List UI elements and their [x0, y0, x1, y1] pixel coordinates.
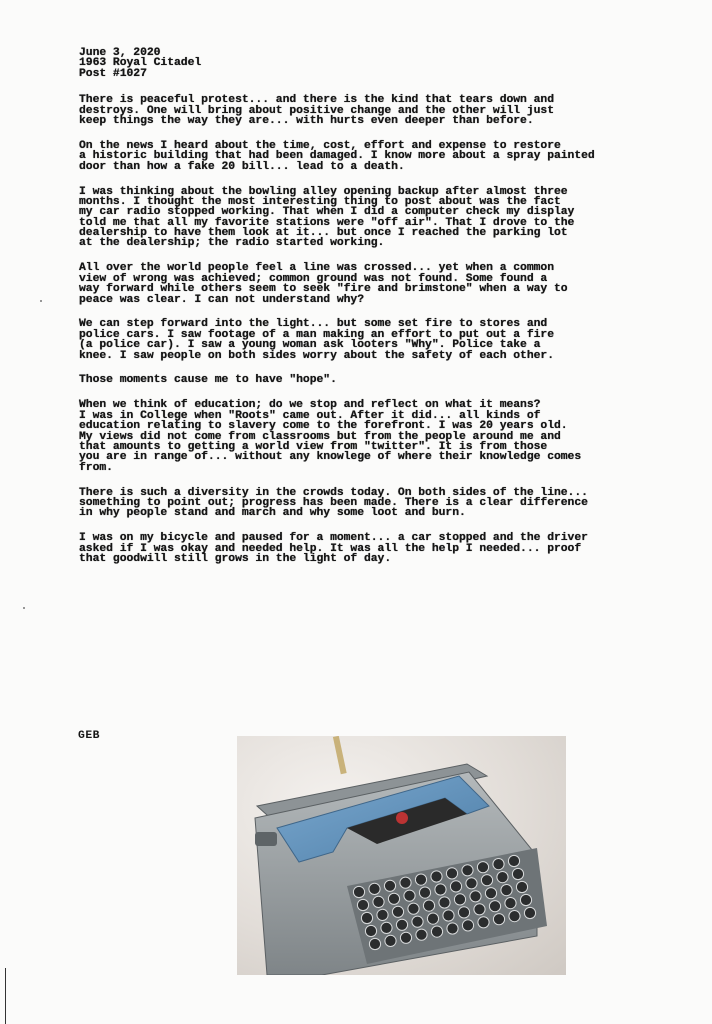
paper-speck — [40, 300, 42, 302]
paragraph-line: months. I thought the most interesting thing to post about was the fact — [79, 195, 561, 208]
typewriter-photo — [237, 736, 566, 975]
paragraph-line: Those moments cause me to have "hope". — [79, 374, 337, 387]
paper-speck — [23, 607, 25, 609]
typewriter-key — [485, 888, 496, 899]
typewriter-key — [369, 938, 380, 949]
typewriter-key — [357, 899, 368, 910]
paragraph-line: my car radio stopped working. That when I did a computer check my display — [79, 206, 575, 219]
paragraph-line: keep things the way they are... with hurts even deeper than before. — [79, 114, 534, 127]
typewriter-key — [373, 896, 384, 907]
typewriter-key — [450, 881, 461, 892]
paragraph-line: I was on my bicycle and paused for a moment... a car stopped and the driver — [79, 532, 588, 545]
paragraph-line: view of wrong was achieved; common ground was not found. Some found a — [79, 272, 548, 285]
paragraph-line: asked if I was okay and needed help. It was all the help I needed... proof — [79, 542, 582, 555]
paragraph-line: told me that all my favorite stations were "off air". That I drove to the — [79, 216, 575, 229]
paragraph-line: We can step forward into the light... but some set fire to stores and — [79, 318, 548, 331]
typewriter-key — [478, 917, 489, 928]
typewriter-key — [520, 894, 531, 905]
typewriter-key — [505, 898, 516, 909]
paragraph-line: I was in College when "Roots" came out. After it did... all kinds of — [79, 409, 541, 422]
paragraph-line: destroys. One will bring about positive change and the other will just — [79, 104, 554, 117]
paragraph-6 — [79, 375, 679, 385]
letter-body — [79, 48, 679, 579]
paragraph-line: at the dealership; the radio started working. — [79, 237, 385, 250]
typewriter-key — [447, 923, 458, 934]
typewriter-key — [427, 913, 438, 924]
post-number: Post #1027 — [79, 67, 147, 80]
typewriter-key — [396, 919, 407, 930]
typewriter-key — [381, 922, 392, 933]
paragraph-line: My views did not come from classrooms but from the people around me and — [79, 430, 561, 443]
typewriter-key — [388, 893, 399, 904]
typewriter-key — [416, 929, 427, 940]
typewriter-key — [365, 925, 376, 936]
typewriter-key — [512, 868, 523, 879]
typewriter-key — [493, 914, 504, 925]
signature: GEB — [78, 730, 101, 742]
typewriter-key — [497, 872, 508, 883]
paragraph-1 — [79, 95, 679, 126]
letter-header — [79, 48, 679, 79]
paragraph-line: All over the world people feel a line was crossed... yet when a common — [79, 262, 554, 275]
typewriter-key — [431, 926, 442, 937]
paragraph-line: peace was clear. I can not understand why? — [79, 293, 364, 306]
typewriter-key — [439, 897, 450, 908]
margin-mark — [5, 968, 6, 1024]
typewriter-key — [508, 855, 519, 866]
paragraph-line: There is peaceful protest... and there is the kind that tears down and — [79, 94, 554, 107]
paragraph-line: that amounts to getting a world view from "twitter". It is from those — [79, 440, 548, 453]
typewriter-key — [423, 900, 434, 911]
typewriter-key — [470, 891, 481, 902]
paragraph-line: from. — [79, 461, 113, 474]
paragraph-line: On the news I heard about the time, cost, effort and expense to restore — [79, 139, 561, 152]
typewriter-key — [408, 903, 419, 914]
paragraph-5 — [79, 319, 679, 361]
typewriter-key — [443, 910, 454, 921]
typewriter-key — [431, 871, 442, 882]
typewriter-key — [369, 883, 380, 894]
paragraph-7 — [79, 400, 679, 473]
typewriter-key — [361, 912, 372, 923]
typewriter-key — [462, 920, 473, 931]
typewriter-key — [462, 865, 473, 876]
paragraph-line: There is such a diversity in the crowds today. On both sides of the line... — [79, 486, 588, 499]
typewriter-key — [489, 901, 500, 912]
typewriter-key — [419, 887, 430, 898]
typewriter-key — [435, 884, 446, 895]
paragraph-line: that goodwill still grows in the light of day. — [79, 553, 392, 566]
typewriter-key — [474, 904, 485, 915]
typewriter-key — [458, 907, 469, 918]
paragraph-line: When we think of education; do we stop and reflect on what it means? — [79, 399, 541, 412]
typewriter-key — [377, 909, 388, 920]
typewriter-key — [400, 877, 411, 888]
typewriter-key — [412, 916, 423, 927]
typewriter-key — [353, 886, 364, 897]
paragraph-line: in why people stand and march and why some loot and burn. — [79, 507, 466, 520]
typewriter-key — [385, 935, 396, 946]
typewriter-key — [404, 890, 415, 901]
paragraph-line: something to point out; progress has been made. There is a clear difference — [79, 497, 588, 509]
typewriter-key — [524, 907, 535, 918]
typewriter-key — [384, 880, 395, 891]
typewriter-key — [477, 862, 488, 873]
letter-paragraphs — [79, 95, 679, 564]
paragraph-4 — [79, 263, 679, 305]
paragraph-line: education relating to slavery come to the forefront. I was 20 years old. — [79, 420, 568, 433]
typewriter-key — [481, 875, 492, 886]
paragraph-8 — [79, 488, 679, 519]
typewriter-key — [493, 859, 504, 870]
paragraph-line: police cars. I saw footage of a man making an effort to put out a fire — [79, 328, 554, 341]
paragraph-line: I was thinking about the bowling alley opening backup after almost three — [79, 185, 568, 198]
paragraph-line: knee. I saw people on both sides worry about the safety of each other. — [79, 349, 554, 362]
typewriter-key — [392, 906, 403, 917]
typewriter-key — [454, 894, 465, 905]
typewriter-key — [516, 881, 527, 892]
paragraph-line: (a police car). I saw a young woman ask looters "Why". Police take a — [79, 339, 541, 352]
paragraph-3 — [79, 187, 679, 249]
typewriter-key — [466, 878, 477, 889]
typewriter-key — [509, 911, 520, 922]
typewriter-key — [415, 874, 426, 885]
paragraph-line: way forward while others seem to seek "fire and brimstone" when a way to — [79, 283, 568, 296]
paragraph-2 — [79, 141, 679, 172]
paragraph-line: dealership to have them look at it... but once I reached the parking lot — [79, 227, 568, 240]
typewriter-key — [400, 932, 411, 943]
paragraph-line: door than how a fake 20 bill... lead to a death. — [79, 160, 405, 173]
paragraph-9 — [79, 533, 679, 564]
paragraph-line: you are in range of... without any knowlege of where their knowledge comes — [79, 451, 582, 464]
typewriter-key — [446, 868, 457, 879]
letter-date: June 3, 2020 — [79, 47, 161, 59]
paragraph-line: a historic building that had been damaged. I know more about a spray painted — [79, 150, 595, 163]
typewriter-key — [501, 885, 512, 896]
typewriter-illustration — [237, 736, 566, 975]
typewriter-model: 1963 Royal Citadel — [79, 57, 202, 70]
